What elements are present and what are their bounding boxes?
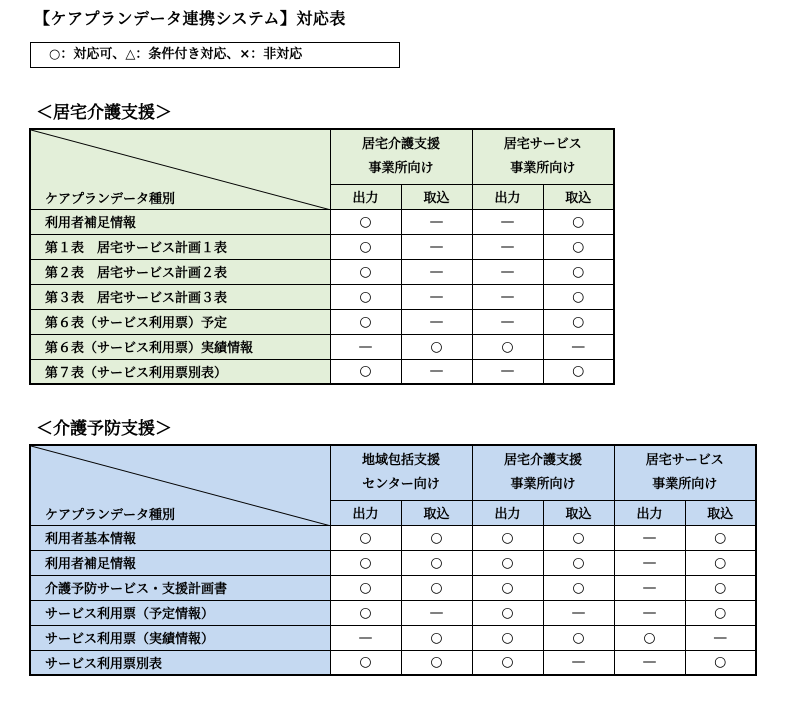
support-cell: ○	[543, 525, 614, 550]
group-header-line2: 事業所向け	[510, 160, 576, 176]
group-header-line2: センター向け	[362, 476, 440, 492]
support-cell: ○	[614, 625, 685, 650]
support-cell: —	[472, 234, 543, 259]
section-heading-kyotaku: ＜居宅介護支援＞	[36, 103, 172, 123]
support-cell: ○	[543, 575, 614, 600]
support-cell: ○	[472, 650, 543, 675]
support-cell: ○	[401, 650, 472, 675]
support-cell: ○	[472, 625, 543, 650]
support-cell: —	[472, 284, 543, 309]
table-row	[30, 234, 614, 259]
support-cell: ○	[543, 284, 614, 309]
table-row	[30, 600, 756, 625]
support-cell: —	[614, 525, 685, 550]
support-cell: ○	[330, 309, 401, 334]
support-cell: ○	[330, 359, 401, 384]
row-label: 第１表 居宅サービス計画１表	[30, 234, 330, 259]
row-label: 介護予防サービス・支援計画書	[30, 575, 330, 600]
subheader-import: 取込	[401, 500, 472, 525]
table-row	[30, 575, 756, 600]
subheader-output: 出力	[472, 184, 543, 209]
table-row	[30, 550, 756, 575]
support-cell: ○	[330, 259, 401, 284]
group-header	[472, 129, 614, 184]
page-title: 【ケアプランデータ連携システム】対応表	[34, 9, 346, 28]
support-cell: ○	[685, 650, 756, 675]
row-label: サービス利用票（予定情報）	[30, 600, 330, 625]
support-cell: —	[685, 625, 756, 650]
support-cell: ○	[472, 575, 543, 600]
table-row	[30, 525, 756, 550]
group-header	[330, 129, 472, 184]
group-header-line1: 居宅介護支援	[361, 136, 440, 152]
subheader-output: 出力	[614, 500, 685, 525]
group-header	[472, 445, 614, 500]
table-row	[30, 209, 614, 234]
subheader-output: 出力	[330, 500, 401, 525]
row-label: 利用者補足情報	[30, 550, 330, 575]
support-cell: ○	[685, 600, 756, 625]
corner-label: ケアプランデータ種別	[45, 191, 176, 207]
group-header-line1: 地域包括支援	[361, 452, 440, 468]
table-row	[30, 284, 614, 309]
support-cell: ○	[472, 550, 543, 575]
support-cell: ○	[330, 525, 401, 550]
row-label: 第２表 居宅サービス計画２表	[30, 259, 330, 284]
support-cell: ○	[330, 600, 401, 625]
row-label: サービス利用票（実績情報）	[30, 625, 330, 650]
subheader-output: 出力	[472, 500, 543, 525]
table-row	[30, 259, 614, 284]
support-cell: —	[330, 625, 401, 650]
row-label: 第３表 居宅サービス計画３表	[30, 284, 330, 309]
group-header-line1: 居宅サービス	[645, 452, 724, 468]
table-yobou	[29, 444, 757, 676]
support-cell: ○	[543, 259, 614, 284]
support-cell: —	[401, 600, 472, 625]
subheader-import: 取込	[685, 500, 756, 525]
support-cell: ○	[401, 625, 472, 650]
support-cell: —	[330, 334, 401, 359]
support-cell: ○	[330, 284, 401, 309]
group-header-line1: 居宅介護支援	[503, 452, 582, 468]
support-cell: —	[401, 359, 472, 384]
row-label: 利用者基本情報	[30, 525, 330, 550]
table-row	[30, 334, 614, 359]
support-cell: —	[543, 334, 614, 359]
support-cell: —	[401, 234, 472, 259]
support-cell: —	[614, 575, 685, 600]
support-cell: ○	[401, 575, 472, 600]
legend-box: ○：対応可、△：条件付き対応、×：非対応	[30, 42, 400, 68]
group-header	[330, 445, 472, 500]
subheader-import: 取込	[543, 500, 614, 525]
subheader-import: 取込	[401, 184, 472, 209]
support-cell: —	[472, 309, 543, 334]
support-cell: ○	[543, 550, 614, 575]
support-cell: —	[401, 259, 472, 284]
support-cell: —	[543, 650, 614, 675]
support-cell: ○	[543, 359, 614, 384]
support-cell: ○	[543, 209, 614, 234]
table-row	[30, 359, 614, 384]
corner-header	[30, 129, 330, 209]
support-cell: ○	[401, 334, 472, 359]
row-label: 第６表（サービス利用票）予定	[30, 309, 330, 334]
support-cell: ○	[543, 234, 614, 259]
group-header	[614, 445, 756, 500]
table-row	[30, 650, 756, 675]
support-cell: ○	[401, 550, 472, 575]
subheader-import: 取込	[543, 184, 614, 209]
support-cell: ○	[685, 550, 756, 575]
row-label: 利用者補足情報	[30, 209, 330, 234]
row-label: サービス利用票別表	[30, 650, 330, 675]
support-cell: —	[614, 650, 685, 675]
support-cell: —	[401, 209, 472, 234]
subheader-output: 出力	[330, 184, 401, 209]
table-row	[30, 625, 756, 650]
support-cell: ○	[543, 309, 614, 334]
table-row	[30, 309, 614, 334]
support-cell: ○	[472, 525, 543, 550]
support-cell: —	[614, 600, 685, 625]
support-cell: ○	[330, 650, 401, 675]
support-cell: —	[614, 550, 685, 575]
table-kyotaku	[29, 128, 615, 385]
support-cell: ○	[330, 550, 401, 575]
group-header-line2: 事業所向け	[510, 476, 576, 492]
corner-label: ケアプランデータ種別	[45, 507, 176, 523]
support-cell: ○	[685, 525, 756, 550]
support-cell: —	[472, 359, 543, 384]
support-cell: ○	[401, 525, 472, 550]
support-cell: ○	[543, 625, 614, 650]
support-cell: —	[472, 259, 543, 284]
support-cell: ○	[472, 600, 543, 625]
group-header-line2: 事業所向け	[368, 160, 434, 176]
row-label: 第７表（サービス利用票別表）	[30, 359, 330, 384]
support-cell: ○	[685, 575, 756, 600]
group-header-line1: 居宅サービス	[503, 136, 582, 152]
support-cell: —	[472, 209, 543, 234]
support-cell: —	[543, 600, 614, 625]
group-header-line2: 事業所向け	[652, 476, 718, 492]
support-cell: —	[401, 309, 472, 334]
corner-header	[30, 445, 330, 525]
support-cell: ○	[330, 234, 401, 259]
support-cell: ○	[330, 209, 401, 234]
support-cell: ○	[330, 575, 401, 600]
support-cell: —	[401, 284, 472, 309]
row-label: 第６表（サービス利用票）実績情報	[30, 334, 330, 359]
support-cell: ○	[472, 334, 543, 359]
section-heading-yobou: ＜介護予防支援＞	[36, 419, 172, 439]
